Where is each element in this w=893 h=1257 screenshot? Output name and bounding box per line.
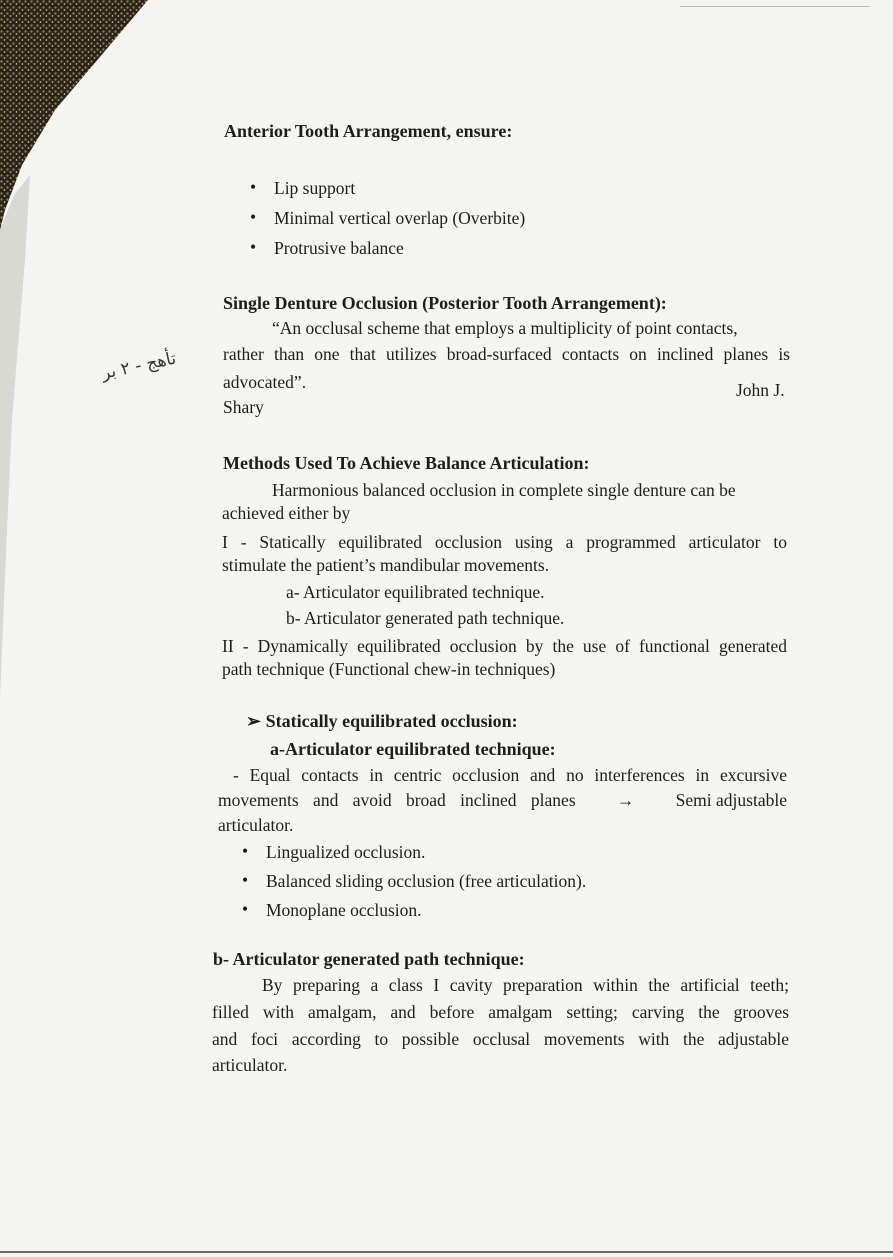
methods-intro-line-2: achieved either by — [222, 503, 351, 523]
arrow-bullet-icon: ➢ — [246, 711, 262, 731]
static-heading-row — [246, 710, 518, 733]
static-text-line-2-end: Semi adjustable — [675, 790, 787, 810]
bullet-icon: • — [250, 177, 257, 197]
generated-heading: b- Articulator generated path technique: — [213, 949, 525, 969]
list-item: • Protrusive balance — [250, 236, 404, 258]
generated-line-4: articulator. — [212, 1055, 288, 1075]
static-bullet-list — [242, 842, 586, 929]
handwritten-margin-note: تأهج - ٢ بر — [99, 348, 178, 384]
generated-line-1: By preparing a class I cavity preparation within the artificial teeth; — [262, 975, 789, 995]
method-one-line-2: stimulate the patient’s mandibular movements. — [222, 555, 550, 575]
static-heading: Statically equilibrated occlusion: — [265, 711, 518, 731]
right-arrow-icon: → — [616, 790, 635, 810]
quote-author-last: Shary — [223, 397, 264, 417]
bullet-icon: • — [250, 206, 257, 227]
list-item: • Lingualized occlusion. — [242, 841, 426, 862]
list-item: • Monoplane occlusion. — [242, 898, 422, 920]
static-text-line-3: articulator. — [218, 815, 294, 835]
quote-line-2: rather than one that utilizes broad-surfaced contacts on inclined planes is — [223, 344, 790, 364]
methods-intro-line-1: Harmonious balanced occlusion in complete single denture can be — [272, 480, 736, 500]
method-two-line-2: path technique (Functional chew-in techniques) — [222, 659, 556, 679]
torn-corner-shadow — [0, 0, 150, 1257]
top-edge-line — [680, 6, 870, 7]
list-item: • Lip support — [250, 177, 356, 198]
list-item: • Balanced sliding occlusion (free articulation). — [242, 869, 587, 891]
quote-line-3: advocated”. — [223, 372, 307, 392]
static-text-line-2 — [218, 790, 787, 812]
quote-line-1: “An occlusal scheme that employs a multiplicity of point contacts, — [272, 318, 738, 338]
methods-heading: Methods Used To Achieve Balance Articulation: — [223, 453, 590, 473]
static-text-line-2-start: movements and avoid broad inclined planes — [218, 790, 576, 810]
static-text-line-1: - Equal contacts in centric occlusion and no interferences in excursive — [233, 765, 787, 785]
method-two-line-1: II - Dynamically equilibrated occlusion by the use of functional generated — [222, 636, 787, 656]
method-one-sub-b: b- Articulator generated path technique. — [286, 608, 565, 628]
bullet-icon: • — [250, 236, 257, 257]
list-item: • Minimal vertical overlap (Overbite) — [250, 206, 526, 228]
quote-author-first: John J. — [736, 380, 785, 400]
static-subheading: a-Articulator equilibrated technique: — [270, 739, 556, 759]
bullet-icon: • — [242, 869, 249, 890]
generated-line-3: and foci according to possible occlusal movements with the adjustable — [212, 1029, 789, 1049]
anterior-bullet-list — [250, 178, 525, 268]
bottom-edge-line — [0, 1251, 893, 1253]
bullet-icon: • — [242, 898, 249, 919]
generated-line-2: filled with amalgam, and before amalgam setting; carving the grooves — [212, 1002, 789, 1022]
method-one-line-1: I - Statically equilibrated occlusion using a programmed articulator to — [222, 532, 787, 552]
method-one-sub-a: a- Articulator equilibrated technique. — [286, 582, 545, 602]
bullet-icon: • — [242, 841, 249, 861]
anterior-heading: Anterior Tooth Arrangement, ensure: — [224, 121, 513, 141]
single-denture-heading: Single Denture Occlusion (Posterior Tooth Arrangement): — [223, 293, 667, 313]
